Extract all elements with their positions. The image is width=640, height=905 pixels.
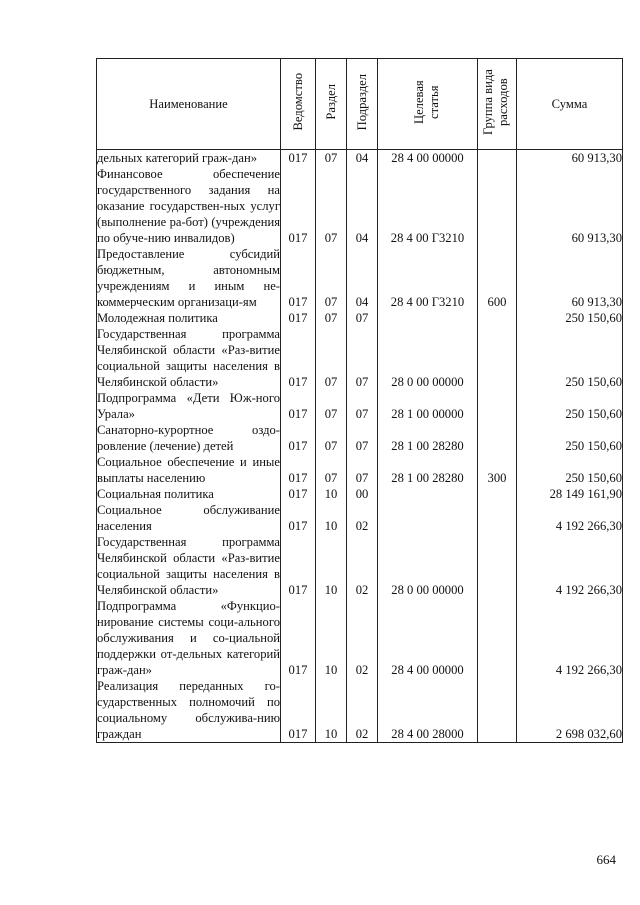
cell-target: 28 1 00 28280 <box>378 422 478 454</box>
cell-group <box>478 422 517 454</box>
cell-sum: 60 913,30 <box>517 246 623 310</box>
cell-sum: 4 192 266,30 <box>517 534 623 598</box>
cell-section: 07 <box>316 326 347 390</box>
cell-subsection: 07 <box>347 326 378 390</box>
cell-dept: 017 <box>281 598 316 678</box>
cell-subsection: 07 <box>347 422 378 454</box>
cell-sum: 250 150,60 <box>517 390 623 422</box>
cell-target: 28 4 00 Г3210 <box>378 246 478 310</box>
cell-group <box>478 326 517 390</box>
table-row <box>97 534 623 598</box>
header-dept-text: Ведомство <box>290 73 305 131</box>
cell-name: Государственная программа Челябинской области «Раз-витие социальной защиты населения в Челябинской области» <box>97 535 280 597</box>
cell-dept: 017 <box>281 454 316 486</box>
cell-section: 07 <box>316 150 347 167</box>
cell-group <box>478 534 517 598</box>
cell-sum: 28 149 161,90 <box>517 486 623 502</box>
cell-subsection: 07 <box>347 390 378 422</box>
cell-section: 10 <box>316 502 347 534</box>
cell-subsection: 02 <box>347 502 378 534</box>
cell-target: 28 4 00 00000 <box>378 598 478 678</box>
cell-sum: 60 913,30 <box>517 150 623 167</box>
cell-name: Подпрограмма «Функцио-нирование системы соци-ального обслуживания и со-циальной поддержки от-дельных категорий граж-дан» <box>97 599 280 677</box>
header-name <box>97 59 281 150</box>
header-name-text: Наименование <box>149 97 228 111</box>
table-row <box>97 310 623 326</box>
table-row <box>97 598 623 678</box>
cell-group <box>478 502 517 534</box>
cell-sum: 60 913,30 <box>517 166 623 246</box>
table-row <box>97 166 623 246</box>
cell-group <box>478 166 517 246</box>
cell-subsection: 02 <box>347 534 378 598</box>
cell-sum: 250 150,60 <box>517 326 623 390</box>
cell-target: 28 1 00 00000 <box>378 390 478 422</box>
cell-dept: 017 <box>281 310 316 326</box>
cell-group <box>478 310 517 326</box>
table-row <box>97 150 623 167</box>
cell-dept: 017 <box>281 422 316 454</box>
cell-section: 07 <box>316 390 347 422</box>
cell-section: 10 <box>316 598 347 678</box>
cell-dept: 017 <box>281 326 316 390</box>
cell-section: 10 <box>316 678 347 743</box>
cell-name: Социальное обеспечение и иные выплаты населению <box>97 455 280 485</box>
cell-target <box>378 502 478 534</box>
cell-name: Реализация переданных го-сударственных полномочий по социальному обслужива-нию граждан <box>97 679 280 741</box>
cell-dept: 017 <box>281 502 316 534</box>
table-row <box>97 246 623 310</box>
cell-group: 600 <box>478 246 517 310</box>
cell-section: 07 <box>316 310 347 326</box>
cell-section: 10 <box>316 534 347 598</box>
cell-section: 07 <box>316 166 347 246</box>
table-row <box>97 486 623 502</box>
table-row <box>97 454 623 486</box>
cell-name: Государственная программа Челябинской области «Раз-витие социальной защиты населения в Челябинской области» <box>97 327 280 389</box>
table-row <box>97 326 623 390</box>
cell-target <box>378 486 478 502</box>
header-target-text: Целевая статья <box>411 80 441 124</box>
cell-target: 28 4 00 00000 <box>378 150 478 167</box>
cell-name: дельных категорий граж-дан» <box>97 150 281 167</box>
cell-subsection: 02 <box>347 678 378 743</box>
budget-table <box>96 58 623 743</box>
page-number: 664 <box>596 852 616 867</box>
cell-section: 07 <box>316 246 347 310</box>
cell-sum: 250 150,60 <box>517 454 623 486</box>
cell-sum: 250 150,60 <box>517 422 623 454</box>
cell-subsection: 07 <box>347 454 378 486</box>
table-row <box>97 390 623 422</box>
cell-target <box>378 310 478 326</box>
cell-dept: 017 <box>281 486 316 502</box>
cell-subsection: 02 <box>347 598 378 678</box>
table-row <box>97 422 623 454</box>
cell-group <box>478 598 517 678</box>
header-section <box>316 59 347 150</box>
header-expense-group-text: Группа вида расходов <box>481 69 510 135</box>
cell-target: 28 4 00 Г3210 <box>378 166 478 246</box>
cell-name: Предоставление субсидий бюджетным, автономным учреждениям и иным не-коммерческим организаци-ям <box>97 247 280 309</box>
header-subsection <box>347 59 378 150</box>
cell-group <box>478 390 517 422</box>
table-header-row <box>97 59 623 150</box>
cell-name: Социальное обслуживание населения <box>97 503 280 533</box>
cell-name: Подпрограмма «Дети Юж-ного Урала» <box>97 391 280 421</box>
cell-sum: 4 192 266,30 <box>517 502 623 534</box>
cell-target: 28 0 00 00000 <box>378 326 478 390</box>
header-sum <box>517 59 623 150</box>
cell-dept: 017 <box>281 390 316 422</box>
cell-section: 07 <box>316 422 347 454</box>
cell-target: 28 1 00 28280 <box>378 454 478 486</box>
cell-subsection: 04 <box>347 166 378 246</box>
cell-group <box>478 150 517 167</box>
cell-dept: 017 <box>281 246 316 310</box>
cell-name: Молодежная политика <box>97 310 281 326</box>
cell-sum: 4 192 266,30 <box>517 598 623 678</box>
cell-dept: 017 <box>281 534 316 598</box>
header-subsection-text: Подраздел <box>354 73 369 131</box>
cell-sum: 2 698 032,60 <box>517 678 623 743</box>
cell-target: 28 0 00 00000 <box>378 534 478 598</box>
cell-name: Санаторно-курортное оздо-ровление (лечение) детей <box>97 423 280 453</box>
cell-group <box>478 486 517 502</box>
header-target <box>378 59 478 150</box>
cell-name: Финансовое обеспечение государственного задания на оказание государствен-ных услуг (выполнение ра-бот) (учреждения по обуче-нию инвалидов) <box>97 167 280 245</box>
cell-section: 10 <box>316 486 347 502</box>
cell-subsection: 04 <box>347 246 378 310</box>
cell-subsection: 07 <box>347 310 378 326</box>
cell-dept: 017 <box>281 150 316 167</box>
header-expense-group <box>478 59 517 150</box>
cell-subsection: 00 <box>347 486 378 502</box>
cell-section: 07 <box>316 454 347 486</box>
cell-target: 28 4 00 28000 <box>378 678 478 743</box>
cell-group <box>478 678 517 743</box>
cell-sum: 250 150,60 <box>517 310 623 326</box>
table-row <box>97 502 623 534</box>
cell-group: 300 <box>478 454 517 486</box>
header-section-text: Раздел <box>323 84 338 120</box>
cell-dept: 017 <box>281 678 316 743</box>
table-row <box>97 678 623 743</box>
header-sum-text: Сумма <box>551 97 588 111</box>
header-dept <box>281 59 316 150</box>
cell-subsection: 04 <box>347 150 378 167</box>
cell-dept: 017 <box>281 166 316 246</box>
cell-name: Социальная политика <box>97 486 281 502</box>
